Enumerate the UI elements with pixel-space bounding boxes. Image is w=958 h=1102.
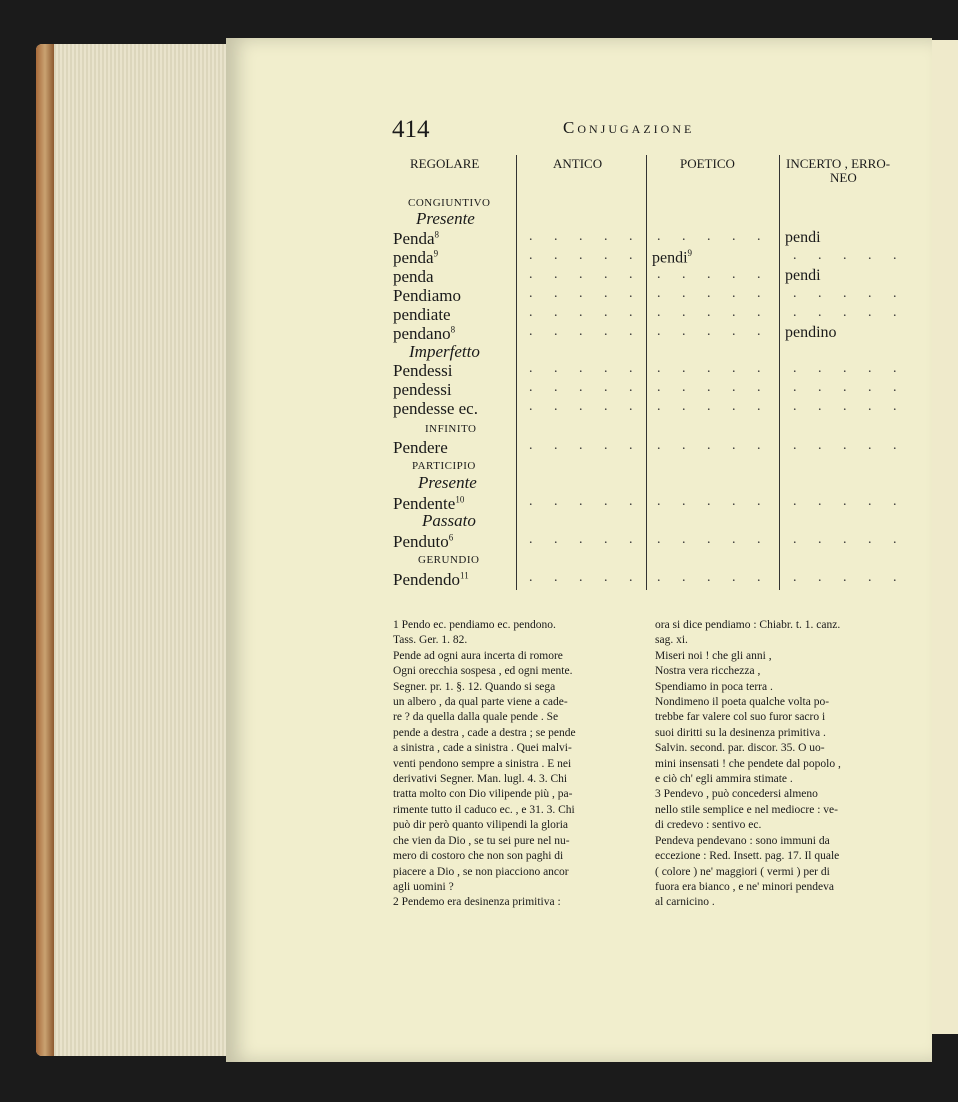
- incerto-dots: . . . . .: [793, 570, 906, 585]
- column-rule: [516, 155, 517, 590]
- running-title: Conjugazione: [563, 118, 695, 137]
- footnote-line: Ogni orecchia sospesa , ed ogni mente.: [393, 665, 573, 678]
- book-page-edges: [36, 44, 226, 1056]
- footnote-line: Pende ad ogni aura incerta di romore: [393, 649, 563, 662]
- regolare-form: Pendere: [393, 438, 448, 457]
- antico-dots: . . . . .: [529, 494, 642, 509]
- footnote-line: suoi diritti su la desinenza primitiva .: [655, 726, 826, 739]
- poetico-dots: . . . . .: [657, 229, 770, 244]
- incerto-dots: . . . . .: [793, 361, 906, 376]
- footnote-line: Segner. pr. 1. §. 12. Quando si sega: [393, 680, 556, 693]
- antico-dots: . . . . .: [529, 532, 642, 547]
- incerto-dots: . . . . .: [793, 399, 906, 414]
- footnote-line: Pendeva pendevano : sono immuni da: [655, 834, 830, 847]
- footnote-line: e ciò ch' egli ammira stimate .: [655, 773, 793, 786]
- poetico-dots: . . . . .: [657, 380, 770, 395]
- footnote-line: Miseri noi ! che gli anni ,: [655, 649, 772, 662]
- footnote-line: re ? da quella dalla quale pende . Se: [393, 711, 559, 724]
- section-participio: PARTICIPIO: [412, 460, 476, 472]
- regolare-form: penda: [393, 267, 434, 286]
- poetico-dots: . . . . .: [657, 438, 770, 453]
- footnote-line: Tass. Ger. 1. 82.: [393, 634, 468, 647]
- regolare-form: Pendiamo: [393, 286, 461, 305]
- footnote-line: ( colore ) ne' maggiori ( vermi ) per di: [655, 865, 830, 878]
- footnotes-left: [393, 618, 643, 911]
- footnote-line: a sinistra , cade a sinistra . Quei malvi-: [393, 742, 572, 755]
- footnote-line: sag. xi.: [655, 634, 688, 647]
- poetico-dots: . . . . .: [657, 570, 770, 585]
- footnote-line: al carnicino .: [655, 896, 715, 909]
- antico-dots: . . . . .: [529, 399, 642, 414]
- col-regolare: REGOLARE: [410, 156, 480, 171]
- regolare-form: pendiate: [393, 305, 451, 324]
- antico-dots: . . . . .: [529, 324, 642, 339]
- footnote-line: 3 Pendevo , può concedersi almeno: [655, 788, 818, 801]
- antico-dots: . . . . .: [529, 229, 642, 244]
- incerto-dots: . . . . .: [793, 380, 906, 395]
- section-passato: Passato: [422, 511, 476, 530]
- incerto-dots: . . . . .: [793, 438, 906, 453]
- column-rule: [779, 155, 780, 590]
- regolare-form: Penda$^8$: [393, 229, 440, 248]
- footnote-line: Salvin. second. par. discor. 35. O uo-: [655, 742, 825, 755]
- footnote-line: ora si dice pendiamo : Chiabr. t. 1. canz.: [655, 619, 841, 631]
- footnote-line: fuora era bianco , e ne' minori pendeva: [655, 880, 834, 893]
- incerto-form: pendi: [785, 267, 821, 284]
- poetico-form: pendi$^9$: [652, 248, 693, 267]
- poetico-dots: . . . . .: [657, 494, 770, 509]
- footnote-line: di credevo : sentivo ec.: [655, 819, 762, 832]
- footnote-line: un albero , da qual parte viene a cade-: [393, 696, 568, 709]
- footnote-line: eccezione : Red. Insett. pag. 17. Il quale: [655, 850, 840, 863]
- regolare-form: penda$^9$: [393, 248, 439, 267]
- section-congiuntivo: CONGIUNTIVO: [408, 197, 491, 209]
- footnote-line: mini insensati ! che pendete dal popolo ,: [655, 757, 841, 770]
- regolare-form: Penduto$^6$: [393, 532, 454, 551]
- footnote-line: 1 Pendo ec. pendiamo ec. pendono.: [393, 619, 556, 631]
- antico-dots: . . . . .: [529, 570, 642, 585]
- footnote-line: può dir però quanto vilipendi la gloria: [393, 819, 569, 832]
- section-gerundio: GERUNDIO: [418, 554, 480, 566]
- antico-dots: . . . . .: [529, 438, 642, 453]
- antico-dots: . . . . .: [529, 305, 642, 320]
- column-rule: [646, 155, 647, 590]
- footnote-line: Nondimeno il poeta qualche volta po-: [655, 696, 830, 709]
- footnote-line: tratta molto con Dio vilipende più , pa-: [393, 788, 573, 801]
- antico-dots: . . . . .: [529, 248, 642, 263]
- section-imperfetto: Imperfetto: [409, 342, 480, 361]
- footnote-line: Nostra vera ricchezza ,: [655, 665, 761, 678]
- footnote-line: Spendiamo in poca terra .: [655, 680, 773, 693]
- incerto-dots: . . . . .: [793, 248, 906, 263]
- book-cover-edge: [36, 44, 54, 1056]
- footnote-line: 2 Pendemo era desinenza primitiva :: [393, 896, 561, 909]
- regolare-form: Pendessi: [393, 361, 453, 380]
- antico-dots: . . . . .: [529, 361, 642, 376]
- footnote-line: derivativi Segner. Man. lugl. 4. 3. Chi: [393, 773, 568, 786]
- page-number: 414: [392, 116, 430, 143]
- incerto-dots: . . . . .: [793, 494, 906, 509]
- footnote-line: nello stile semplice e nel mediocre : ve-: [655, 803, 838, 816]
- footnote-line: pende a destra , cade a destra ; se pende: [393, 726, 576, 739]
- footnotes-right: [655, 618, 910, 911]
- col-incerto: INCERTO , ERRO-: [786, 156, 891, 171]
- incerto-dots: . . . . .: [793, 305, 906, 320]
- facing-page-edge: [932, 40, 958, 1034]
- poetico-dots: . . . . .: [657, 399, 770, 414]
- incerto-dots: . . . . .: [793, 286, 906, 301]
- incerto-form: pendino: [785, 324, 837, 341]
- section-presente: Presente: [416, 209, 475, 228]
- poetico-dots: . . . . .: [657, 532, 770, 547]
- col-poetico: POETICO: [680, 156, 735, 171]
- footnote-line: mero di costoro che non son paghi di: [393, 850, 564, 863]
- col-antico: ANTICO: [553, 156, 603, 171]
- regolare-form: pendesse ec.: [393, 399, 478, 418]
- footnote-line: venti pendono sempre a sinistra . E nei: [393, 757, 572, 770]
- antico-dots: . . . . .: [529, 286, 642, 301]
- footnote-line: rimente tutto il caduco ec. , e 31. 3. Chi: [393, 803, 575, 816]
- regolare-form: Pendente$^{10}$: [393, 494, 465, 513]
- poetico-dots: . . . . .: [657, 267, 770, 282]
- poetico-dots: . . . . .: [657, 286, 770, 301]
- antico-dots: . . . . .: [529, 267, 642, 282]
- poetico-dots: . . . . .: [657, 361, 770, 376]
- section-infinito: INFINITO: [425, 423, 477, 435]
- col-incerto-line2: NEO: [830, 170, 857, 185]
- footnote-line: che vien da Dio , se tu sei pure nel nu-: [393, 834, 570, 847]
- footnote-line: piacere a Dio , se non piacciono ancor: [393, 865, 569, 878]
- section-presente-participio: Presente: [418, 473, 477, 492]
- footnote-line: agli uomini ?: [393, 880, 454, 893]
- poetico-dots: . . . . .: [657, 324, 770, 339]
- poetico-dots: . . . . .: [657, 305, 770, 320]
- antico-dots: . . . . .: [529, 380, 642, 395]
- footnote-line: trebbe far valere col suo furor sacro i: [655, 711, 826, 724]
- incerto-dots: . . . . .: [793, 532, 906, 547]
- regolare-form: Pendendo$^{11}$: [393, 570, 469, 589]
- regolare-form: pendessi: [393, 380, 452, 399]
- incerto-form: pendi: [785, 229, 821, 246]
- regolare-form: pendano$^8$: [393, 324, 456, 343]
